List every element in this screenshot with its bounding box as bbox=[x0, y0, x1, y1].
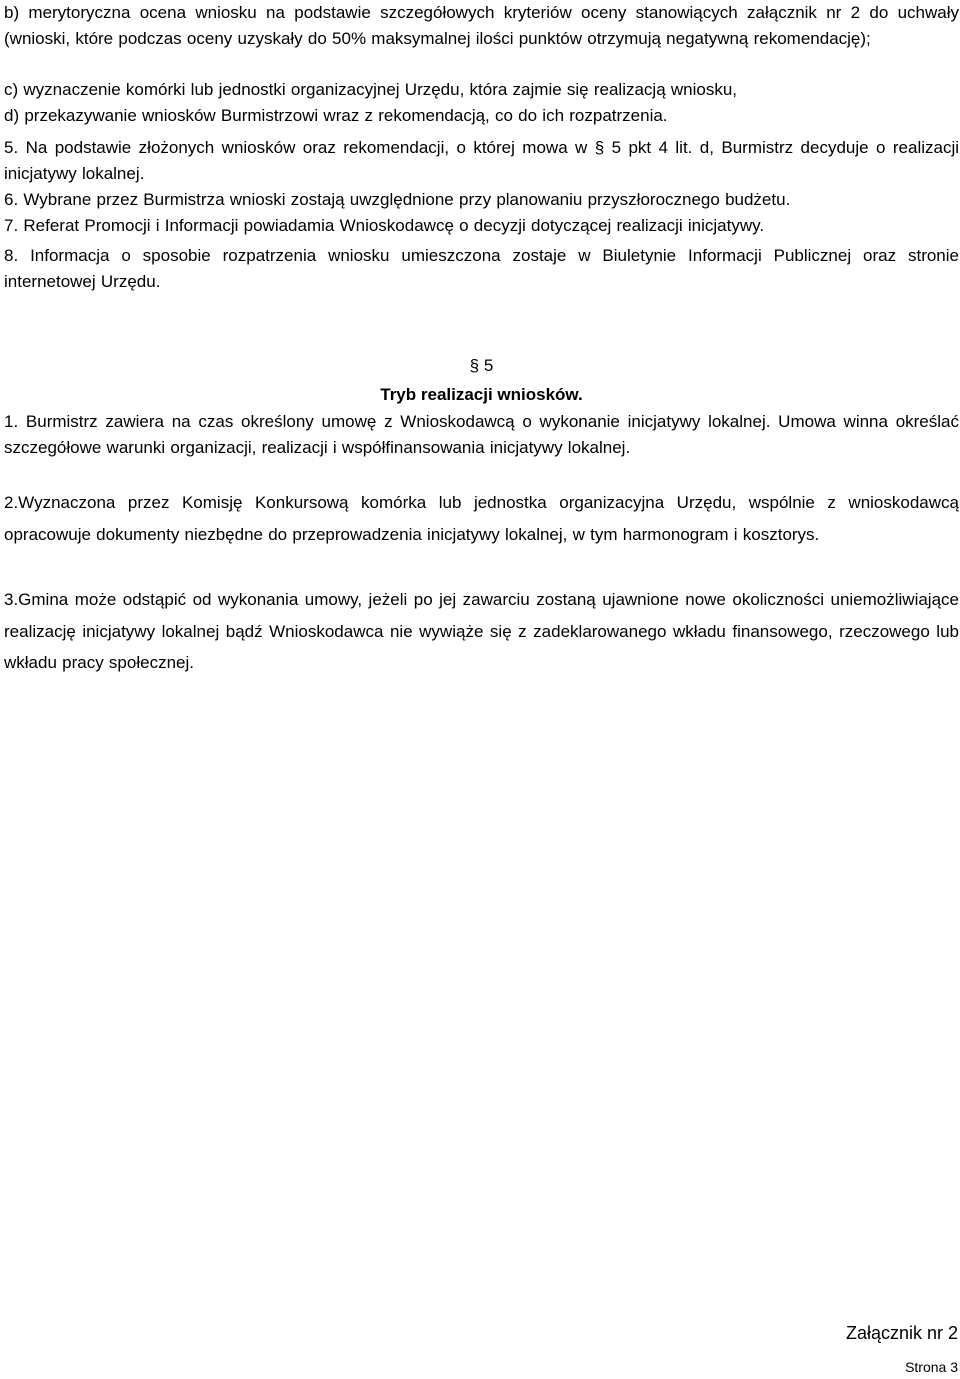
annex-label: Załącznik nr 2 bbox=[845, 1323, 958, 1343]
section-item-3: 3.Gmina może odstąpić od wykonania umowy, jeżeli po jej zawarciu zostaną ujawnione nowe okoliczności uniemożliwiające realizację inicjatywy lokalnej bądź Wnioskodawca nie wywiąże się z zadeklarowanego wkładu finansowego, rzeczowego lub wkładu pracy społecznej. bbox=[4, 590, 959, 672]
section-number: § 5 bbox=[469, 356, 494, 375]
item-5: 5. Na podstawie złożonych wniosków oraz rekomendacji, o której mowa w § 5 pkt 4 lit. d, Burmistrz decyduje o realizacji inicjatywy lokalnej. bbox=[4, 138, 959, 183]
section-item-1: 1. Burmistrz zawiera na czas określony umowę z Wnioskodawcą o wykonanie inicjatywy lokalnej. Umowa winna określać szczegółowe warunki organizacji, realizacji i współfinansowania inicjatywy lokalnej. bbox=[4, 412, 959, 457]
section-item-2: 2.Wyznaczona przez Komisję Konkursową komórka lub jednostka organizacyjna Urzędu, wspólnie z wnioskodawcą opracowuje dokumenty niezbędne do przeprowadzenia inicjatywy lokalnej, w tym harmonogram i kosztorys. bbox=[4, 493, 959, 544]
item-d: d) przekazywanie wniosków Burmistrzowi wraz z rekomendacją, co do ich rozpatrzenia. bbox=[4, 106, 668, 125]
document-page bbox=[4, 0, 959, 1379]
item-c: c) wyznaczenie komórki lub jednostki organizacyjnej Urzędu, która zajmie się realizacją wniosku, bbox=[4, 80, 738, 99]
item-7: 7. Referat Promocji i Informacji powiadamia Wnioskodawcę o decyzji dotyczącej realizacji inicjatywy. bbox=[4, 216, 765, 235]
item-6: 6. Wybrane przez Burmistrza wnioski zostają uwzględnione przy planowaniu przyszłorocznego budżetu. bbox=[4, 190, 791, 209]
item-8: 8. Informacja o sposobie rozpatrzenia wniosku umieszczona zostaje w Biuletynie Informacji Publicznej oraz stronie internetowej Urzędu. bbox=[4, 246, 959, 291]
item-b: b) merytoryczna ocena wniosku na podstawie szczegółowych kryteriów oceny stanowiących załącznik nr 2 do uchwały (wnioski, które podczas oceny uzyskały do 50% maksymalnej ilości punktów otrzymują negatywną rekomendację); bbox=[4, 3, 959, 48]
page-number: Strona 3 bbox=[905, 1359, 958, 1375]
section-title: Tryb realizacji wniosków. bbox=[380, 385, 583, 404]
